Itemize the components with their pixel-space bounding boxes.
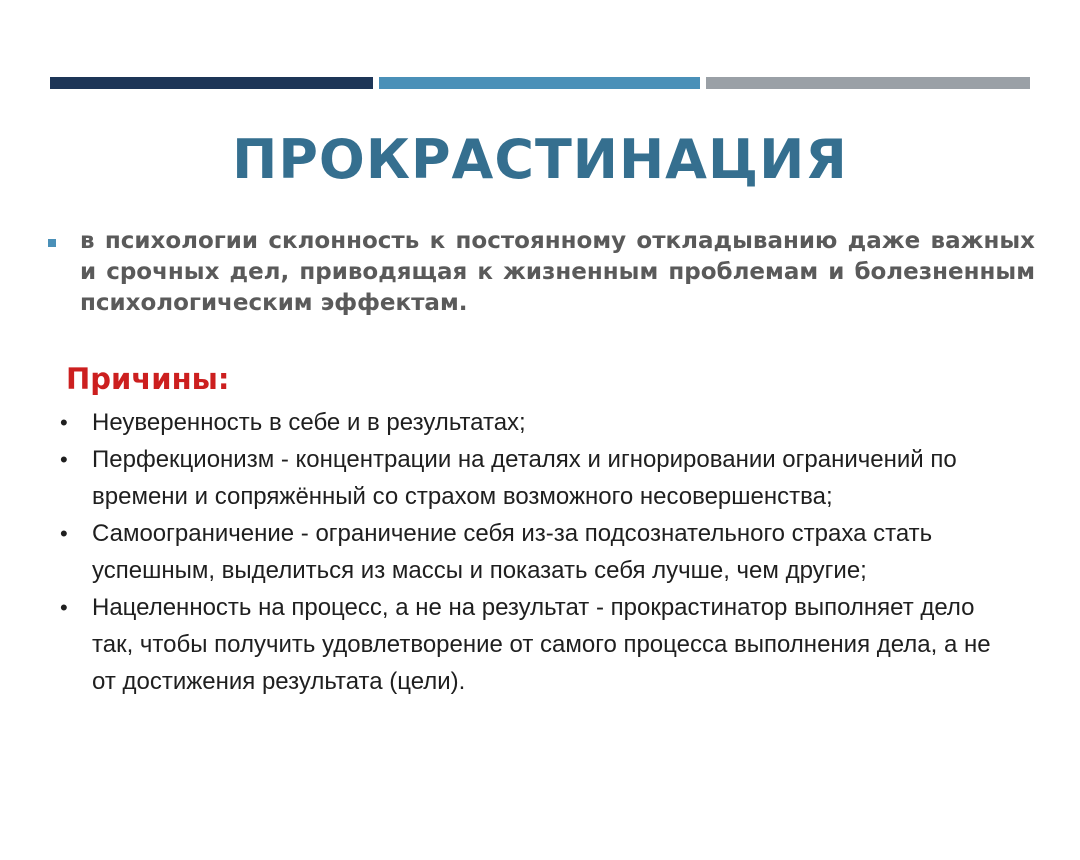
page-title: ПРОКРАСТИНАЦИЯ [232,128,848,191]
dot-bullet-icon: • [60,410,68,435]
dot-bullet-icon: • [60,447,68,472]
dot-bullet-icon: • [60,521,68,546]
cause-item [56,515,996,589]
cause-text: Нацеленность на процесс, а не на результат - прокрастинатор выполняет дело так, чтобы получить удовлетворение от самого процесса выполнения дела, а не от достижения результата (цели). [92,594,991,695]
header-color-bars [50,77,1030,89]
cause-text: Перфекционизм - концентрации на деталях и игнорировании ограничений по времени и сопряжённый со страхом возможного несовершенства; [92,446,957,510]
causes-heading: Причины: [66,362,230,396]
header-bar-gray [706,77,1030,89]
cause-item [56,404,996,441]
dot-bullet-icon: • [60,595,68,620]
square-bullet-icon [48,239,56,247]
definition-text: в психологии склонность к постоянному откладыванию даже важных и срочных дел, приводящая к жизненным проблемам и болезненным психологическим эффектам. [80,228,1035,316]
header-bar-blue [379,77,700,89]
cause-text: Самоограничение - ограничение себя из-за подсознательного страха стать успешным, выделиться из массы и показать себя лучше, чем другие; [92,520,933,584]
header-bar-dark [50,77,373,89]
cause-text: Неуверенность в себе и в результатах; [92,409,526,436]
cause-item [56,441,996,515]
cause-item [56,589,996,700]
causes-list [56,404,996,700]
